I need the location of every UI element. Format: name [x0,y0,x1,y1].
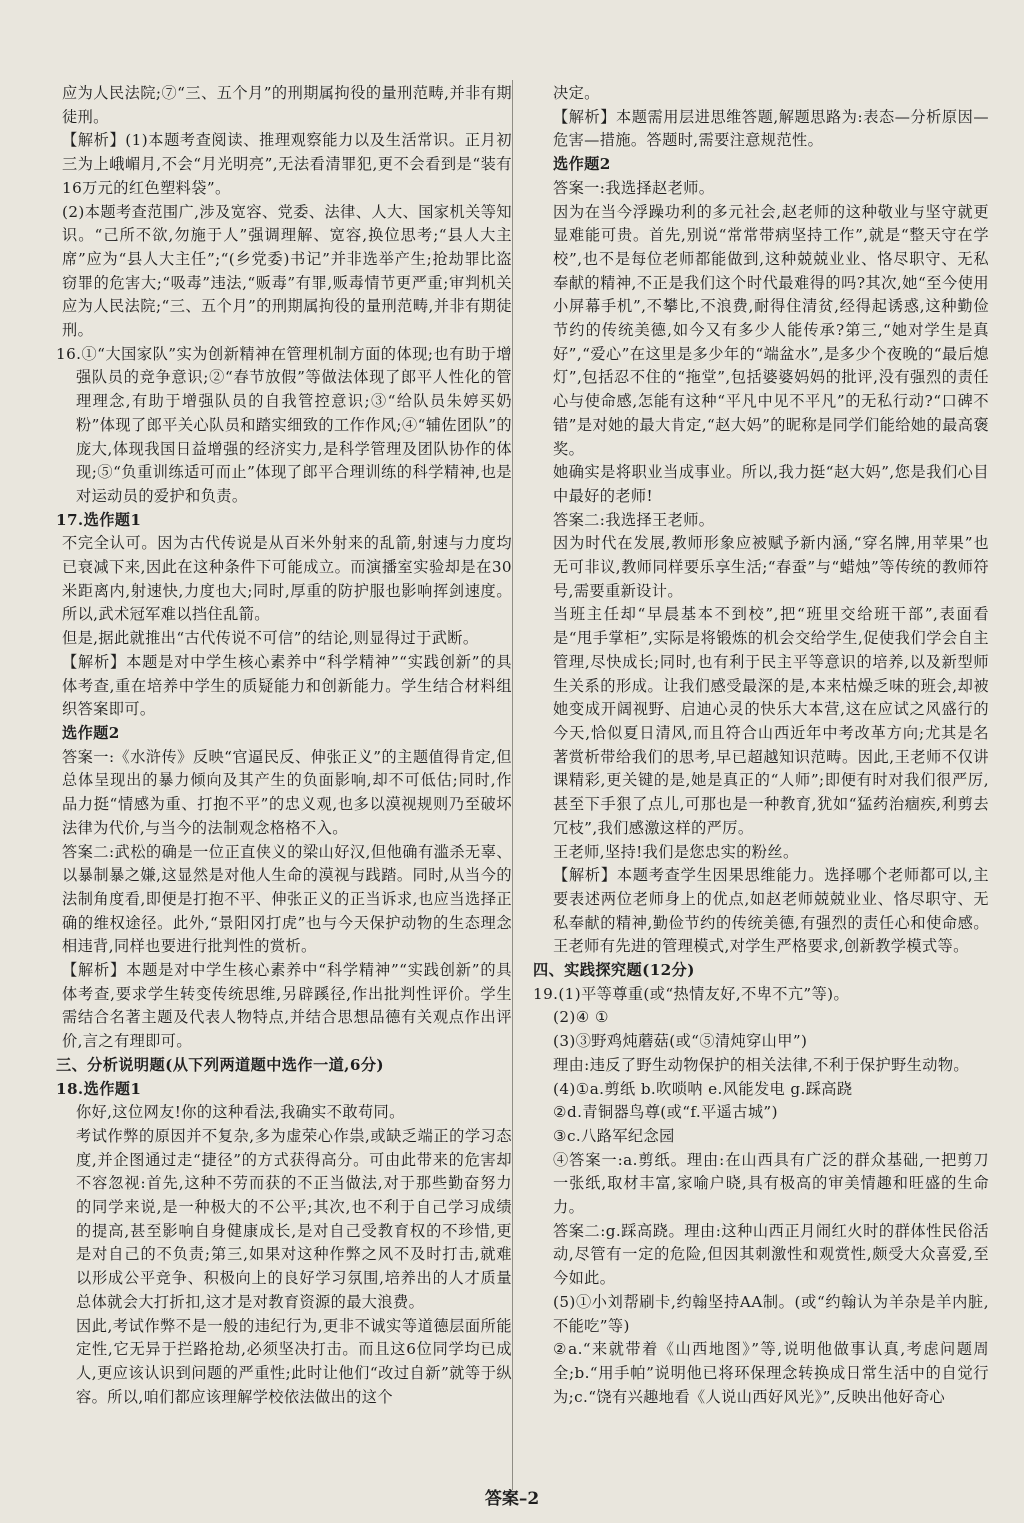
right-column [533,82,989,1409]
right-paragraph: 当班主任却“早晨基本不到校”,把“班里交给班干部”,表面看是“甩手掌柜”,实际是将锻炼的机会交给学生,促使我们学会自主管理,尽快成长;同时,也有利于民主平等意识的培养,以及新型师生关系的形成。让我们感受最深的是,本来枯燥乏味的班会,却被她变成开阔视野、启迪心灵的快乐大本营,这在应试之风盛行的今天,恰似夏日清风,而且符合山西近年中考改革方向;尤其是名著赏析带给我们的思考,早已超越知识范畴。因此,王老师不仅讲课精彩,更关键的是,她是真正的“人师”;即便有时对我们很严厉,甚至下手狠了点儿,可那也是一种教育,犹如“猛药治痼疾,利剪去冗枝”,我们感激这样的严厉。 [553,605,989,837]
left-paragraph: 【解析】本题是对中学生核心素养中“科学精神”“实践创新”的具体考查,重在培养中学生的质疑能力和创新能力。学生结合材料组织答案即可。 [62,652,512,719]
left-paragraph: 17.选作题1 [56,510,142,529]
left-column [56,82,512,1409]
right-paragraph: 四、实践探究题(12分) [533,961,695,980]
right-paragraph: 【解析】本题考查学生因果思维能力。选择哪个老师都可以,主要表述两位老师身上的优点,如赵老师兢兢业业、恪尽职守、无私奉献的精神,勤俭节约的传统美德,有强烈的责任心和使命感。王老师有先进的管理模式,对学生严格要求,创新教学模式等。 [553,866,989,956]
left-paragraph: 考试作弊的原因并不复杂,多为虚荣心作祟,或缺乏端正的学习态度,并企图通过走“捷径”的方式获得高分。可由此带来的危害却不容忽视:首先,这种不劳而获的不正当做法,对于那些勤奋努力的同学来说,是一种极大的不公平;其次,也不利于自己学习成绩的提高,甚至影响自身健康成长,是对自己受教育权的不珍惜,更是对自己的不负责;第三,如果对这种作弊之风不及时打击,就难以形成公平竞争、积极向上的良好学习氛围,培养出的人才质量总体就会大打折扣,这才是对教育资源的最大浪费。 [76,1126,512,1311]
right-paragraph: 答案二:我选择王老师。 [553,510,715,529]
column-divider [512,80,513,1490]
left-paragraph: 但是,据此就推出“古代传说不可信”的结论,则显得过于武断。 [62,629,479,648]
left-paragraph: (2)本题考查范围广,涉及宽容、党委、法律、人大、国家机关等知识。“己所不欲,勿施于人”强调理解、宽容,换位思考;“县人大主席”应为“县人大主任”;“(乡党委)书记”并非选举产生;抢劫罪比盗窃罪的危害大;“吸毒”违法,“贩毒”有罪,贩毒情节更严重;审判机关应为人民法院;“三、五个月”的刑期属拘役的量刑范畴,并非有期徒刑。 [62,202,512,340]
right-paragraph: (5)①小刘帮刷卡,约翰坚持AA制。(或“约翰认为羊杂是羊内脏,不能吃”等) [553,1292,989,1335]
right-paragraph: 【解析】本题需用层进思维答题,解题思路为:表态—分析原因—危害—措施。答题时,需要注意规范性。 [553,107,989,150]
right-paragraph: 王老师,坚持!我们是您忠实的粉丝。 [553,842,799,861]
right-paragraph: 答案二:g.踩高跷。理由:这种山西正月闹红火时的群体性民俗活动,尽管有一定的危险,但因其刺激性和观赏性,颇受大众喜爱,至今如此。 [553,1221,989,1288]
left-paragraph: 应为人民法院;⑦“三、五个月”的刑期属拘役的量刑范畴,并非有期徒刑。 [62,84,512,126]
right-paragraph: ②d.青铜器鸟尊(或“f.平遥古城”) [553,1103,778,1122]
left-paragraph: 答案一:《水浒传》反映“官逼民反、伸张正义”的主题值得肯定,但总体呈现出的暴力倾向及其产生的负面影响,却不可低估;同时,作品力挺“情感为重、打抱不平”的忠义观,也多以漠视规则乃至破坏法律为代价,与当今的法制观念格格不入。 [62,747,512,837]
right-paragraph: 决定。 [553,84,600,102]
page-number: 答案–2 [484,1489,540,1509]
left-paragraph: 18.选作题1 [56,1079,142,1098]
left-paragraph: 三、分析说明题(从下列两道题中选作一道,6分) [56,1055,384,1074]
left-paragraph: 你好,这位网友!你的这种看法,我确实不敢苟同。 [76,1103,405,1122]
left-paragraph: 【解析】本题是对中学生核心素养中“科学精神”“实践创新”的具体考查,要求学生转变传统思维,另辟蹊径,作出批判性评价。学生需结合名著主题及代表人物特点,并结合思想品德有关观点作出评价,言之有理即可。 [62,961,512,1051]
right-paragraph: 选作题2 [553,155,611,174]
right-paragraph: 理由:违反了野生动物保护的相关法律,不利于保护野生动物。 [553,1055,970,1074]
right-paragraph: 19.(1)平等尊重(或“热情友好,不卑不亢”等)。 [533,984,850,1003]
left-paragraph: 选作题2 [62,723,120,742]
left-paragraph: 16.①“大国家队”实为创新精神在管理机制方面的体现;也有助于增强队员的竞争意识;②“春节放假”等做法体现了郎平人性化的管理理念,有助于增强队员的自我管控意识;③“给队员朱婷买奶粉”体现了郎平关心队员和踏实细致的工作作风;④“辅佐团队”的庞大,体现我国日益增强的经济实力,是科学管理及团队协作的体现;⑤“负重训练适可而止”体现了郎平合理训练的科学精神,也是对运动员的爱护和负责。 [56,344,512,505]
right-paragraph: ②a.“来就带着《山西地图》”等,说明他做事认真,考虑问题周全;b.“用手帕”说明他已将环保理念转换成日常生活中的自觉行为;c.“饶有兴趣地看《人说山西好风光》”,反映出他好奇心 [553,1340,989,1406]
right-paragraph: 她确实是将职业当成事业。所以,我力挺“赵大妈”,您是我们心目中最好的老师! [553,463,989,505]
right-paragraph: 因为在当今浮躁功利的多元社会,赵老师的这种敬业与坚守就更显难能可贵。首先,别说“常常带病坚持工作”,就是“整天守在学校”,也不是每位老师都能做到,这种兢兢业业、恪尽职守、无私奉献的精神,不正是我们这个时代最难得的吗?其次,她“至今使用小屏幕手机”,不攀比,不浪费,耐得住清贫,经得起诱惑,这种勤俭节约的传统美德,如今又有多少人能传承?第三,“她对学生是真好”,“爱心”在这里是多少年的“端盆水”,是多少个夜晚的“最后熄灯”,包括忍不住的“拖堂”,包括婆婆妈妈的批评,没有强烈的责任心与使命感,怎能有这种“平凡中见不平凡”的无私行动?“口碑不错”是对她的最大肯定,“赵大妈”的昵称是同学们能给她的最高褒奖。 [553,202,989,458]
right-paragraph: ④答案一:a.剪纸。理由:在山西具有广泛的群众基础,一把剪刀一张纸,取材丰富,家喻户晓,具有极高的审美情趣和旺盛的生命力。 [553,1150,989,1217]
left-paragraph: 因此,考试作弊不是一般的违纪行为,更非不诚实等道德层面所能定性,它无异于拦路抢劫,必须坚决打击。而且这6位同学均已成人,更应该认识到问题的严重性;此时让他们“改过自新”就等于纵容。所以,咱们都应该理解学校依法做出的这个 [76,1316,512,1406]
right-paragraph: ③c.八路军纪念园 [553,1126,675,1145]
right-paragraph: (4)①a.剪纸 b.吹唢呐 e.风能发电 g.踩高跷 [553,1079,853,1098]
right-paragraph: (2)④ ① [553,1008,609,1027]
right-paragraph: (3)③野鸡炖蘑菇(或“⑤清炖穿山甲”) [553,1032,808,1051]
left-paragraph: 【解析】(1)本题考查阅读、推理观察能力以及生活常识。正月初三为上峨嵋月,不会“月光明亮”,无法看清罪犯,更不会看到是“装有16万元的红色塑料袋”。 [62,131,512,197]
left-paragraph: 答案二:武松的确是一位正直侠义的梁山好汉,但他确有滥杀无辜、以暴制暴之嫌,这显然是对他人生命的漠视与践踏。同时,从当今的法制角度看,即便是打抱不平、伸张正义的正当诉求,也应当选择正确的维权途径。此外,“景阳冈打虎”也与今天保护动物的生态理念相违背,同样也要进行批判性的赏析。 [62,842,512,956]
right-paragraph: 答案一:我选择赵老师。 [553,178,715,197]
right-paragraph: 因为时代在发展,教师形象应被赋予新内涵,“穿名牌,用苹果”也无可非议,教师同样要乐享生活;“春蚕”与“蜡烛”等传统的教师符号,需要重新设计。 [553,534,989,600]
left-paragraph: 不完全认可。因为古代传说是从百米外射来的乱箭,射速与力度均已衰减下来,因此在这种条件下可能成立。而演播室实验却是在30米距离内,射速快,力度也大;同时,厚重的防护服也影响挥剑速度。所以,武术冠军难以挡住乱箭。 [62,534,512,624]
